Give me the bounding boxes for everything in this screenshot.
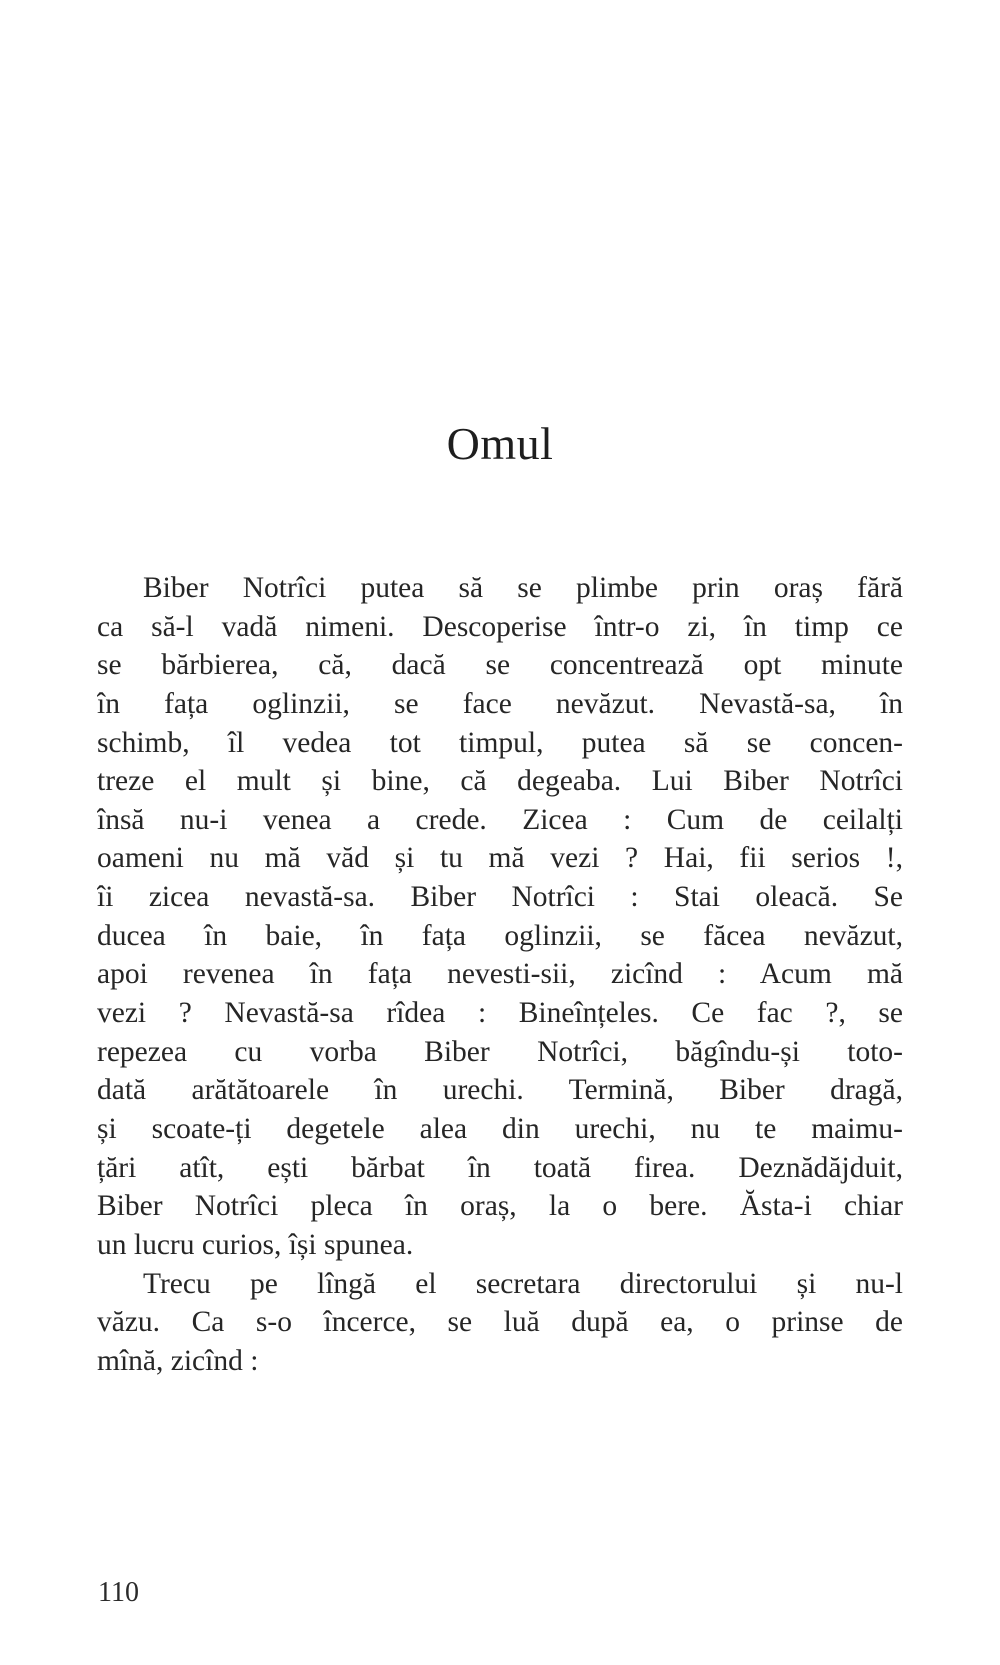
text-line-content: schimb, îl vedea tot timpul, putea să se concen- bbox=[97, 726, 903, 759]
text-line-content: însă nu-i venea a crede. Zicea : Cum de ceilalți bbox=[97, 803, 903, 836]
text-line bbox=[97, 878, 903, 917]
text-line-content: țări atît, ești bărbat în toată firea. Deznădăjduit, bbox=[97, 1151, 903, 1184]
text-line-content: Biber Notrîci pleca în oraș, la o bere. Ăsta-i chiar bbox=[97, 1190, 903, 1223]
text-line bbox=[97, 1303, 903, 1342]
text-line bbox=[97, 646, 903, 685]
text-line-content: și scoate-ți degetele alea din urechi, nu te maimu- bbox=[97, 1112, 903, 1145]
text-line-content: mînă, zicînd : bbox=[97, 1344, 259, 1377]
paragraph-2 bbox=[97, 1265, 903, 1381]
chapter-title: Omul bbox=[446, 418, 554, 469]
text-line-content: îi zicea nevastă-sa. Biber Notrîci : Stai oleacă. Se bbox=[97, 881, 903, 914]
text-line bbox=[97, 1033, 903, 1072]
text-line bbox=[97, 1342, 903, 1381]
text-line-content: dată arătătoarele în urechi. Termină, Biber dragă, bbox=[97, 1074, 903, 1107]
text-line-content: oameni nu mă văd și tu mă vezi ? Hai, fii serios !, bbox=[97, 842, 903, 875]
text-line-content: treze el mult și bine, că degeaba. Lui Biber Notrîci bbox=[97, 765, 903, 798]
body-text bbox=[97, 569, 903, 1380]
text-line bbox=[97, 994, 903, 1033]
text-line-content: se bărbierea, că, dacă se concentrează opt minute bbox=[97, 649, 903, 682]
paragraph-1 bbox=[97, 569, 903, 1265]
text-line bbox=[97, 1071, 903, 1110]
text-line bbox=[97, 917, 903, 956]
text-line bbox=[97, 1149, 903, 1188]
text-line bbox=[97, 724, 903, 763]
text-line bbox=[97, 801, 903, 840]
text-line bbox=[97, 1110, 903, 1149]
text-line-content: în fața oglinzii, se face nevăzut. Nevastă-sa, în bbox=[97, 687, 903, 720]
text-line bbox=[97, 1226, 903, 1265]
text-line bbox=[97, 1265, 903, 1304]
page-number: 110 bbox=[98, 1577, 139, 1608]
text-line bbox=[97, 569, 903, 608]
text-line-content: ca să-l vadă nimeni. Descoperise într-o zi, în timp ce bbox=[97, 610, 903, 643]
text-line bbox=[97, 955, 903, 994]
text-line-content: Biber Notrîci putea să se plimbe prin oraș fără bbox=[143, 572, 903, 604]
text-line bbox=[97, 762, 903, 801]
text-line-content: repezea cu vorba Biber Notrîci, băgîndu-și toto- bbox=[97, 1035, 903, 1068]
text-line bbox=[97, 839, 903, 878]
text-line bbox=[97, 1187, 903, 1226]
text-line-content: Trecu pe lîngă el secretara directorului și nu-l bbox=[143, 1267, 903, 1300]
text-line-content: ducea în baie, în fața oglinzii, se făcea nevăzut, bbox=[97, 919, 903, 952]
text-line bbox=[97, 608, 903, 647]
text-line bbox=[97, 685, 903, 724]
text-line-content: vezi ? Nevastă-sa rîdea : Bineînțeles. Ce fac ?, se bbox=[97, 997, 903, 1030]
text-line-content: văzu. Ca s-o încerce, se luă după ea, o prinse de bbox=[97, 1306, 903, 1339]
text-line-content: un lucru curios, își spunea. bbox=[97, 1228, 414, 1261]
text-line-content: apoi revenea în fața nevesti-sii, zicînd : Acum mă bbox=[97, 958, 903, 991]
